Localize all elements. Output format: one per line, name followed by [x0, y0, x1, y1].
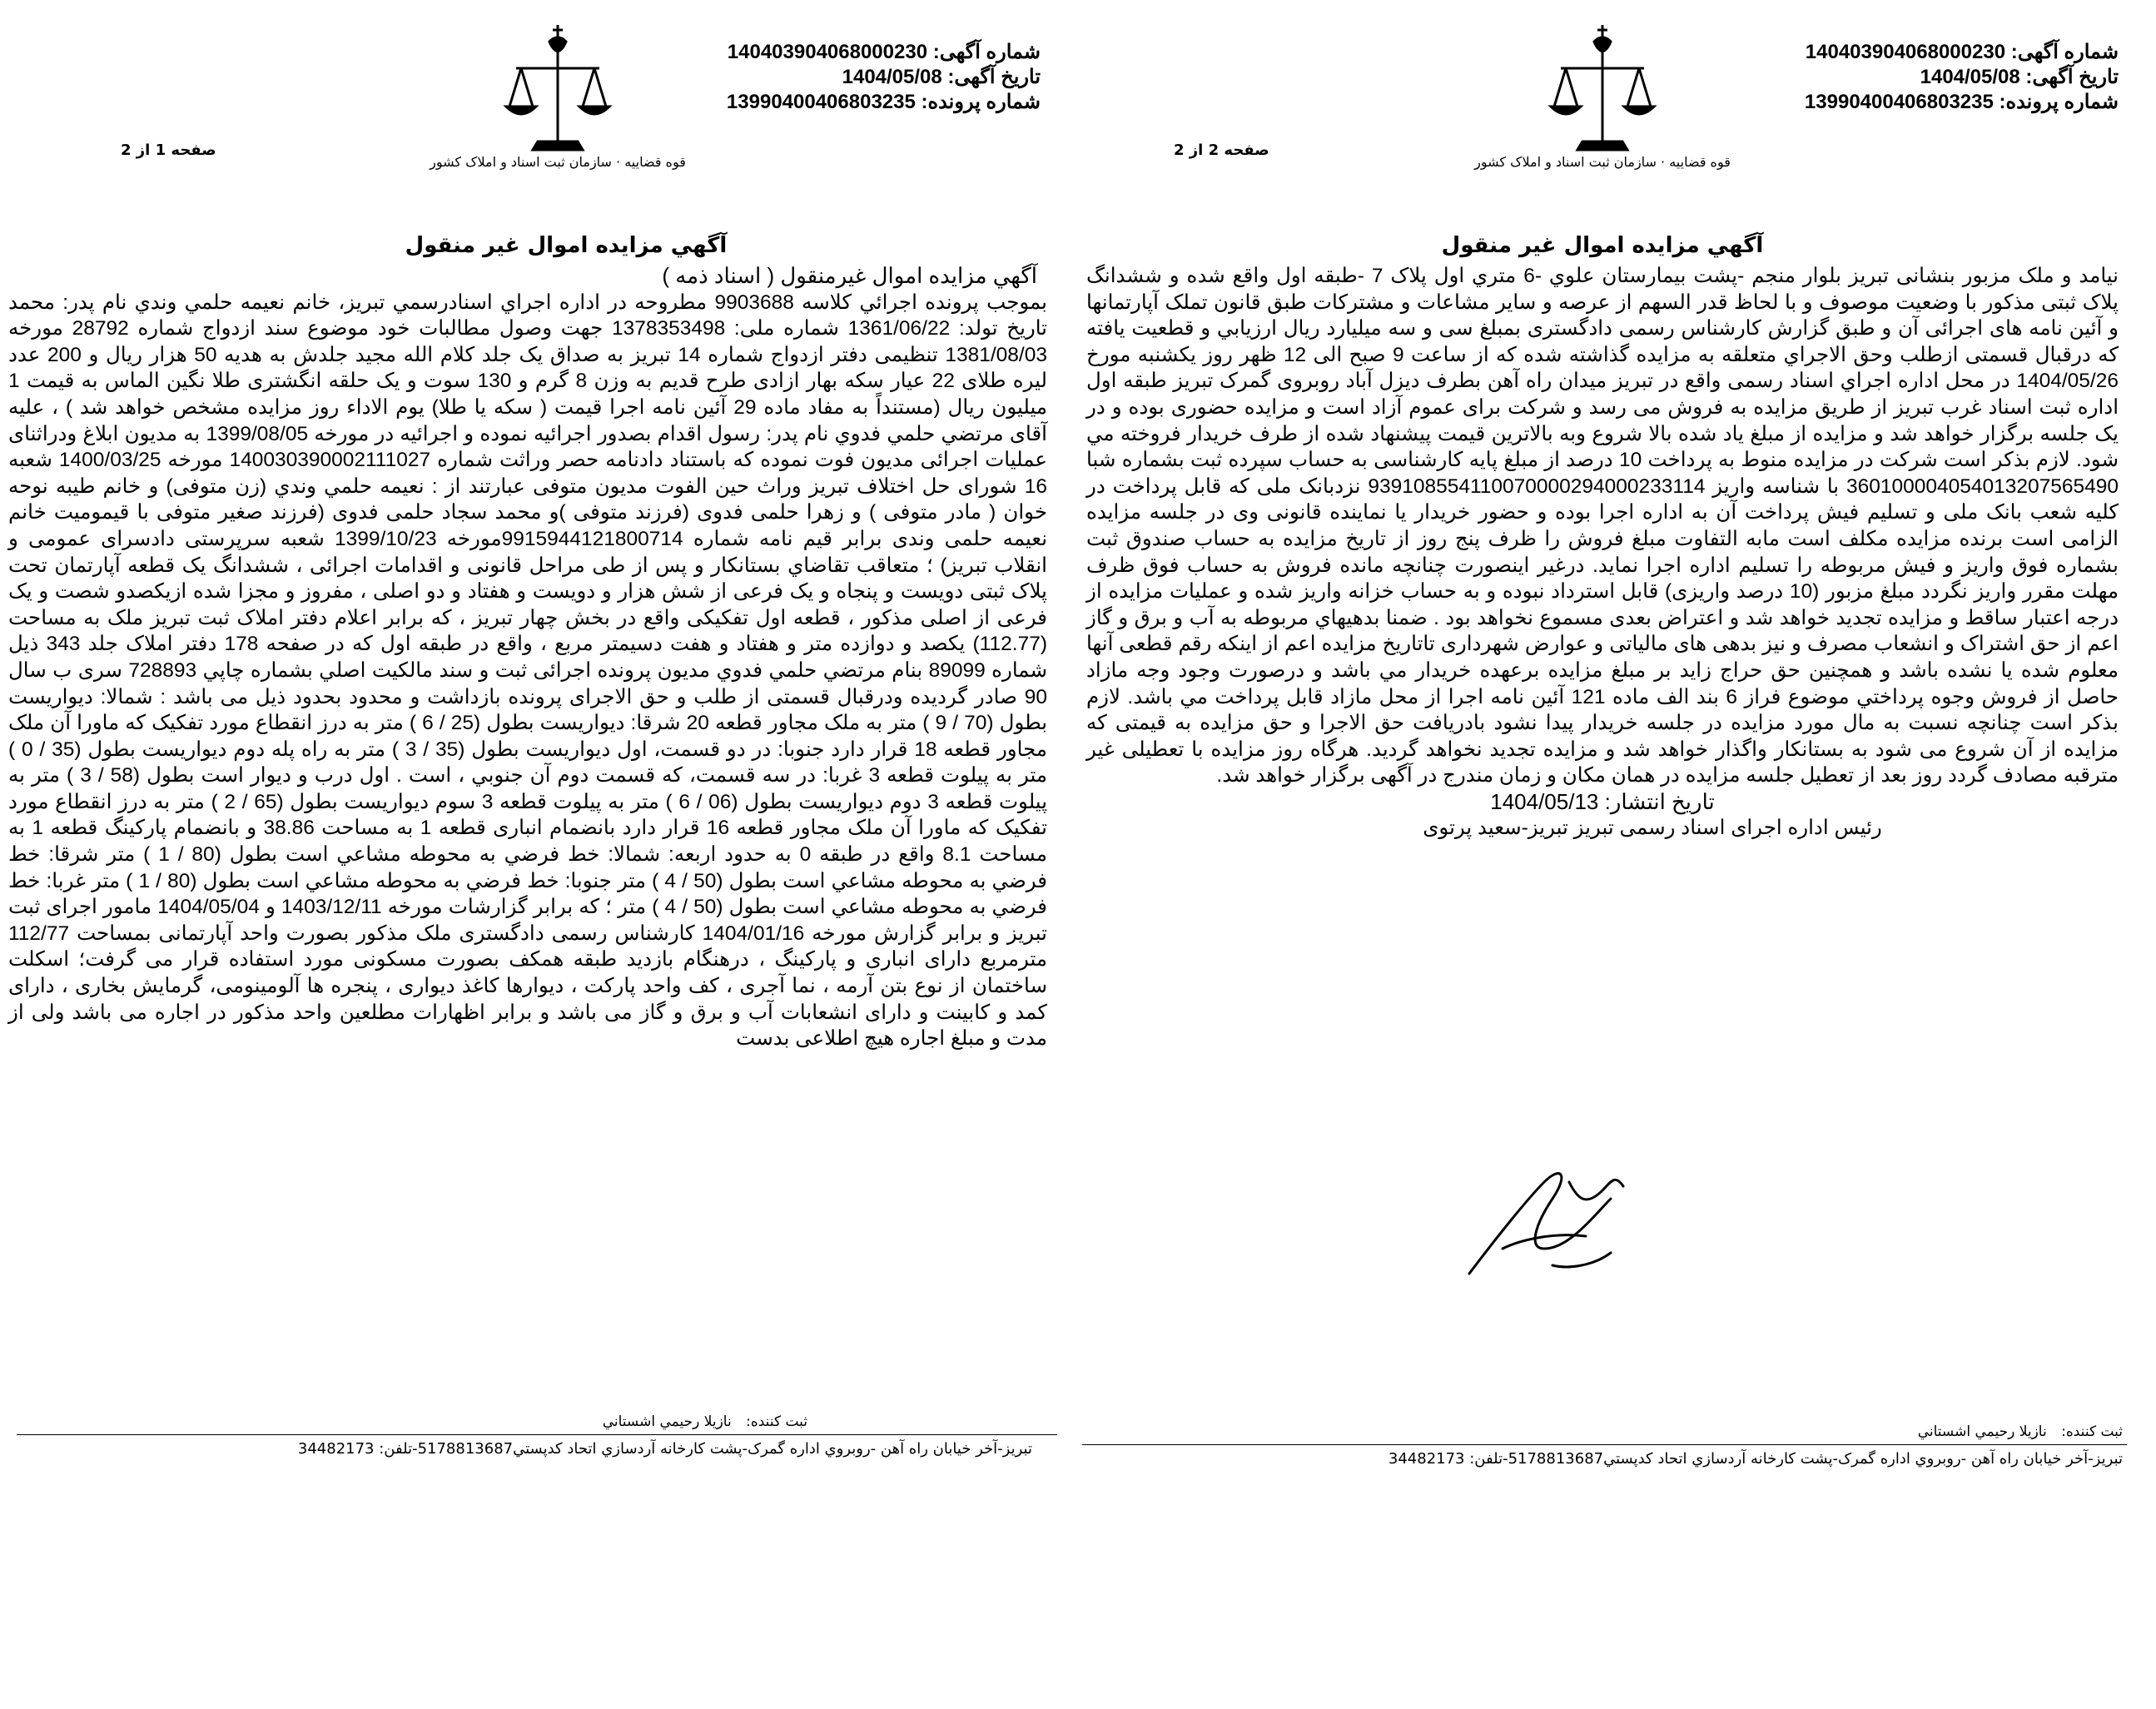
ad-body-paragraph: بموجب پرونده اجرائي کلاسه 9903688 مطروحه در اداره اجراي اسنادرسمي تبريز، خانم نعيمه حلمي وندي نام پدر: محمد تاريخ تولد: 1361/06/22 شماره ملی: 1378353498 جهت وصول مطالبات خود موضوع سند ازدواج شماره 28792 مورخه 1381/08/03 تنظيمی دفتر ازدواج شماره 14 تبريز به صداق يک جلد کلام الله مجيد جلدش به هديه 50 هزار ريال و 200 عدد ليره طلای 22 عيار سکه بهار ازادی طرح قديم به وزن 8 گرم و 130 سوت و يک حلقه انگشتری طلا نگين الماس به قيمت 1 ميليون ريال (مستنداً به مفاد ماده 29 آئين نامه اجرا قيمت ( سکه يا طلا) يوم الاداء روز مزايده مشخص خواهد شد ) ، عليه آقای مرتضي حلمي فدوي نام پدر: رسول اقدام بصدور اجرائيه نموده و اجرائيه در مورخه 1399/08/05 به مديون ابلاغ ودراثنای عمليات اجرائی مديون فوت نموده که باستناد دادنامه حصر وراثت شماره 140030390002111027 مورخه 1400/03/25 شعبه 16 شورای حل اختلاف تبريز وراث حين الفوت مديون متوفی عبارتند از : نعيمه حلمي وندي (زن متوفی) و خانم طيبه نوحه خوان ( مادر متوفی ) و زهرا حلمی فدوی (فرزند متوفی )و محمد سجاد حلمی فدوی (فرزند صغير متوفی با قيموميت خانم نعيمه حلمی وندی برابر قيم نامه شماره 9915944121800714مورخه 1399/10/23 شعبه سرپرستی دادسرای عمومی و انقلاب تبريز) ؛ متعاقب تقاضاي بستانکار و پس از طی مراحل قانونی و اقدامات اجرائی ، ششدانگ يک قطعه آپارتمان تحت پلاک ثبتی دويست و پنجاه و يک فرعی از شش هزار و دويست و هفتاد و دو اصلی ، مفروز و مجزا شده ازيکصدو شصت و يک فرعی از اصلی مذکور ، قطعه اول تفکيکی واقع در بخش چهار تبريز ، که برابر اعلام دفتر املاک ثبت تبريز ملک به مساحت (112.77) يکصد و دوازده متر و هفتاد و هفت دسيمتر مربع ، واقع در طبقه اول که در صفحه 178 دفتر املاک جلد 343 ذيل شماره 89099 بنام مرتضي حلمي فدوي مديون پرونده اجرائی ثبت و سند مالکيت اصلي بشماره چاپي 728893 سری ب سال 90 صادر گرديده ودرقبال قسمتی از طلب و حق الاجرای پرونده بازداشت و محدود بحدود ذيل می باشد : شمالا: ديواريست بطول (70 / 9 ) متر به ملک مجاور قطعه 20 شرقا: ديواريست بطول (25 / 6 ) متر به درز انقطاع مورد تفکيک که ماورا آن ملک مجاور قطعه 18 قرار دارد جنوبا: در دو قسمت، اول ديواريست بطول (35 / 3 ) متر به راه پله دوم ديواريست بطول (35 / 0 ) متر به پيلوت قطعه 3 غربا: در سه قسمت، که قسمت دوم آن جنوبي ، است . اول درب و ديوار است بطول (58 / 3 ) متر به پيلوت قطعه 3 دوم ديواريست بطول (06 / 6 ) متر به پيلوت قطعه 3 سوم ديواريست بطول (65 / 2 ) متر به درز انقطاع مورد تفکيک که ماورا آن ملک مجاور قطعه 16 قرار دارد بانضمام انباری قطعه 1 به مساحت 38.86 و بانضمام پارکينگ قطعه 1 به مساحت 8.1 واقع در طبقه 0 به حدود اربعه: شمالا: خط فرضي به محوطه مشاعي است بطول (80 / 1 ) متر شرقا: خط فرضي به محوطه مشاعي است بطول (50 / 4 ) متر جنوبا: خط فرضي به محوطه مشاعي است بطول (80 / 1 ) متر غربا: خط فرضي به محوطه مشاعي است بطول (50 / 4 ) متر ؛ که برابر گزارشات مورخه 1403/12/11 و 1404/05/04 مامور اجرای ثبت تبريز و برابر گزارش مورخه 1404/01/16 کارشناس رسمی دادگستری ملک مذکور بصورت واحد آپارتمانی بمساحت 112/77 مترمربع دارای انباری و پارکينگ ، درهنگام بازديد طبقه همکف بصورت مسکونی مورد استفاده قرار می گرفت؛ اسکلت ساختمان از نوع بتن آرمه ، نما آجری ، کف واحد پارکت ، ديوارها کاغذ ديواری ، پنجره ها آلومينومی، گرمايش بخاری ، دارای کمد و کابينت و دارای انشعابات آب و برق و گاز می باشد و برابر اظهارات مطلعين واحد مذکور در اجاره می باشد ولی از مدت و مبلغ اجاره هيچ اطلاعی بدست	[8, 291, 1048, 1051]
ad-date: تاریخ آگهی: 1404/05/08	[1920, 66, 2119, 88]
ad-body-paragraph: نیامد و ملک مزبور بنشانی تبریز بلوار منجم -پشت بیمارستان علوي -6 متري اول پلاک 7 -طبقه اول واقع شده و ششدانگ پلاک ثبتی مذکور با وضعیت موصوف و با لحاظ قدر السهم از عرصه و سایر مشاعات و مشترکات طبق قانون تملک آپارتمانها و آئین نامه های اجرائی آن و طبق گزارش کارشناس رسمی دادگستری بمبلغ سی و سه میلیارد ریال ارزیابي و قطعیت یافته که درقبال قسمتی ازطلب وحق الاجراي متعلقه به مزایده گذاشته شده که از ساعت 9 صبح الی 12 ظهر روز یکشنبه مورخ 1404/05/26 در محل اداره اجراي اسناد رسمی واقع در تبریز میدان راه آهن بطرف دیزل آباد روبروی گمرک تبریز طبقه اول اداره ثبت اسناد غرب تبریز از طریق مزایده به فروش می رسد و شرکت برای عموم آزاد است و مزایده حضوری بوده و در یک جلسه برگزار خواهد شد و مزایده از مبلغ یاد شده بالا شروع وبه بالاترین قیمت پیشنهاد شده از طرف خریدار فروخته مي شود. لازم بذکر است شرکت در مزایده منوط به پرداخت 10 درصد از مبلغ پایه کارشناسی به حساب سپرده ثبت بشماره شبا 360100004054013207565490 با شناسه واریز 939108554110070000294000233114 نزدبانک ملی که قابل پرداخت در کلیه شعب بانک ملی و تسلیم فیش پرداخت آن به اداره اجرا بوده و حضور خریدار یا نماینده قانونی وی در جلسه مزایده الزامی است برنده مزایده مکلف است مابه التفاوت مبلغ فروش را ظرف پنج روز از تاریخ مزایده به حساب صندوق ثبت بشماره فوق واریز و فیش مربوطه را تسلیم اداره اجرا نماید. درغیر اینصورت چنانچه مانده فروش به حساب فوق ظرف مهلت مقرر واریز نگردد مبلغ مزبور (10 درصد واریزی) قابل استرداد نبوده و به حساب خزانه واریز شده و عملیات مزایده از درجه اعتبار ساقط و مزایده تجدید خواهد شد و اعتراض بعدی مسموع نخواهد بود . ضمنا بدهیهاي مربوطه به آب و برق و گاز اعم از حق اشتراک و انشعاب مصرف و نیز بدهی های مالیاتی و عوارض شهرداری تاتاریخ مزایده اعم از اینکه رقم قطعی آنها معلوم شده یا نشده باشد و همچنین حق حراج زاید بر مبلغ مزایده برعهده خریدار مي باشد و درصورت وجود وجه مازاد حاصل از فروش وجوه پرداختي موضوع فراز 6 بند الف ماده 121 آئین نامه اجرا از محل مازاد قابل پرداخت مي باشد. لازم بذکر است چنانچه نسبت به مال مورد مزایده در جلسه خریدار پیدا نشود بادریافت حق الاجرا و حق مزایده به قیمتی که مزایده از آن شروع می شود به بستانکار واگذار خواهد شد و مزایده تجدید نخواهد گردید. هرگاه روز مزایده با تعطیلی غیر مترقبه مصادف گردد روز بعد از تعطیل جلسه مزایده در همان مکان و زمان مندرج در آگهی برگزار خواهد شد.	[1086, 265, 2119, 787]
page-number: صفحه 1 از 2	[121, 142, 216, 159]
emblem-caption: قوه قضاییه · سازمان ثبت اسناد و املاک کشور	[430, 154, 686, 170]
judiciary-emblem-icon	[430, 17, 686, 191]
page-2-sheet	[1078, 0, 2127, 1709]
registrar-name: نازيلا رحيمي اشستاني	[1917, 1423, 2047, 1440]
publish-date: تاریخ انتشار: 1404/05/13	[1490, 788, 1715, 814]
page-1-sheet	[8, 0, 1057, 1709]
ad-meta	[727, 40, 1041, 115]
registrar-name: نازيلا رحيمي اشستاني	[602, 1413, 732, 1430]
signatory: رئیس اداره اجرای اسناد رسمی تبریز تبریز-سعید پرتوی	[1423, 817, 1882, 840]
case-number: شماره پرونده: 13990400406803235	[726, 91, 1041, 113]
registrar	[1918, 1423, 2123, 1440]
judiciary-emblem-icon	[1474, 17, 1731, 191]
ad-date: تاریخ آگهی: 1404/05/08	[842, 66, 1041, 88]
emblem-caption: قوه قضاییه · سازمان ثبت اسناد و املاک کشور	[1474, 154, 1731, 170]
judiciary-emblem-icon	[1474, 17, 1731, 191]
case-number: شماره پرونده: 13990400406803235	[1804, 91, 2119, 113]
ad-meta	[1805, 40, 2119, 115]
document-title: آگهي مزايده اموال غير منقول	[405, 233, 728, 258]
page-number: صفحه 2 از 2	[1174, 142, 1269, 159]
ad-body	[1086, 263, 2119, 842]
judiciary-emblem-icon	[430, 17, 686, 191]
ad-number: شماره آگهی: 140403904068000230	[1805, 41, 2119, 63]
ad-number: شماره آگهی: 140403904068000230	[727, 41, 1041, 63]
registrar-label: ثبت کننده:	[2061, 1423, 2123, 1440]
footer-divider	[17, 1434, 1057, 1435]
document-subtitle: آگهي مزايده اموال غيرمنقول ( اسناد ذمه )	[662, 263, 1037, 288]
footer-divider	[1082, 1444, 2127, 1445]
registrar-label: ثبت کننده:	[746, 1413, 807, 1430]
footer-address: تبريز-آخر خيابان راه آهن -روبروي اداره گمرک-پشت کارخانه آردسازي اتحاد کدپستي5178813687-تلفن: 34482173	[1388, 1450, 2123, 1468]
ad-body	[8, 263, 1047, 1052]
handwritten-signature	[1453, 1149, 1644, 1290]
registrar	[603, 1413, 807, 1430]
document-title: آگهي مزايده اموال غير منقول	[1441, 233, 1764, 258]
footer-address: تبريز-آخر خيابان راه آهن -روبروي اداره گمرک-پشت کارخانه آردسازي اتحاد کدپستي5178813687-تلفن: 34482173	[297, 1440, 1032, 1458]
